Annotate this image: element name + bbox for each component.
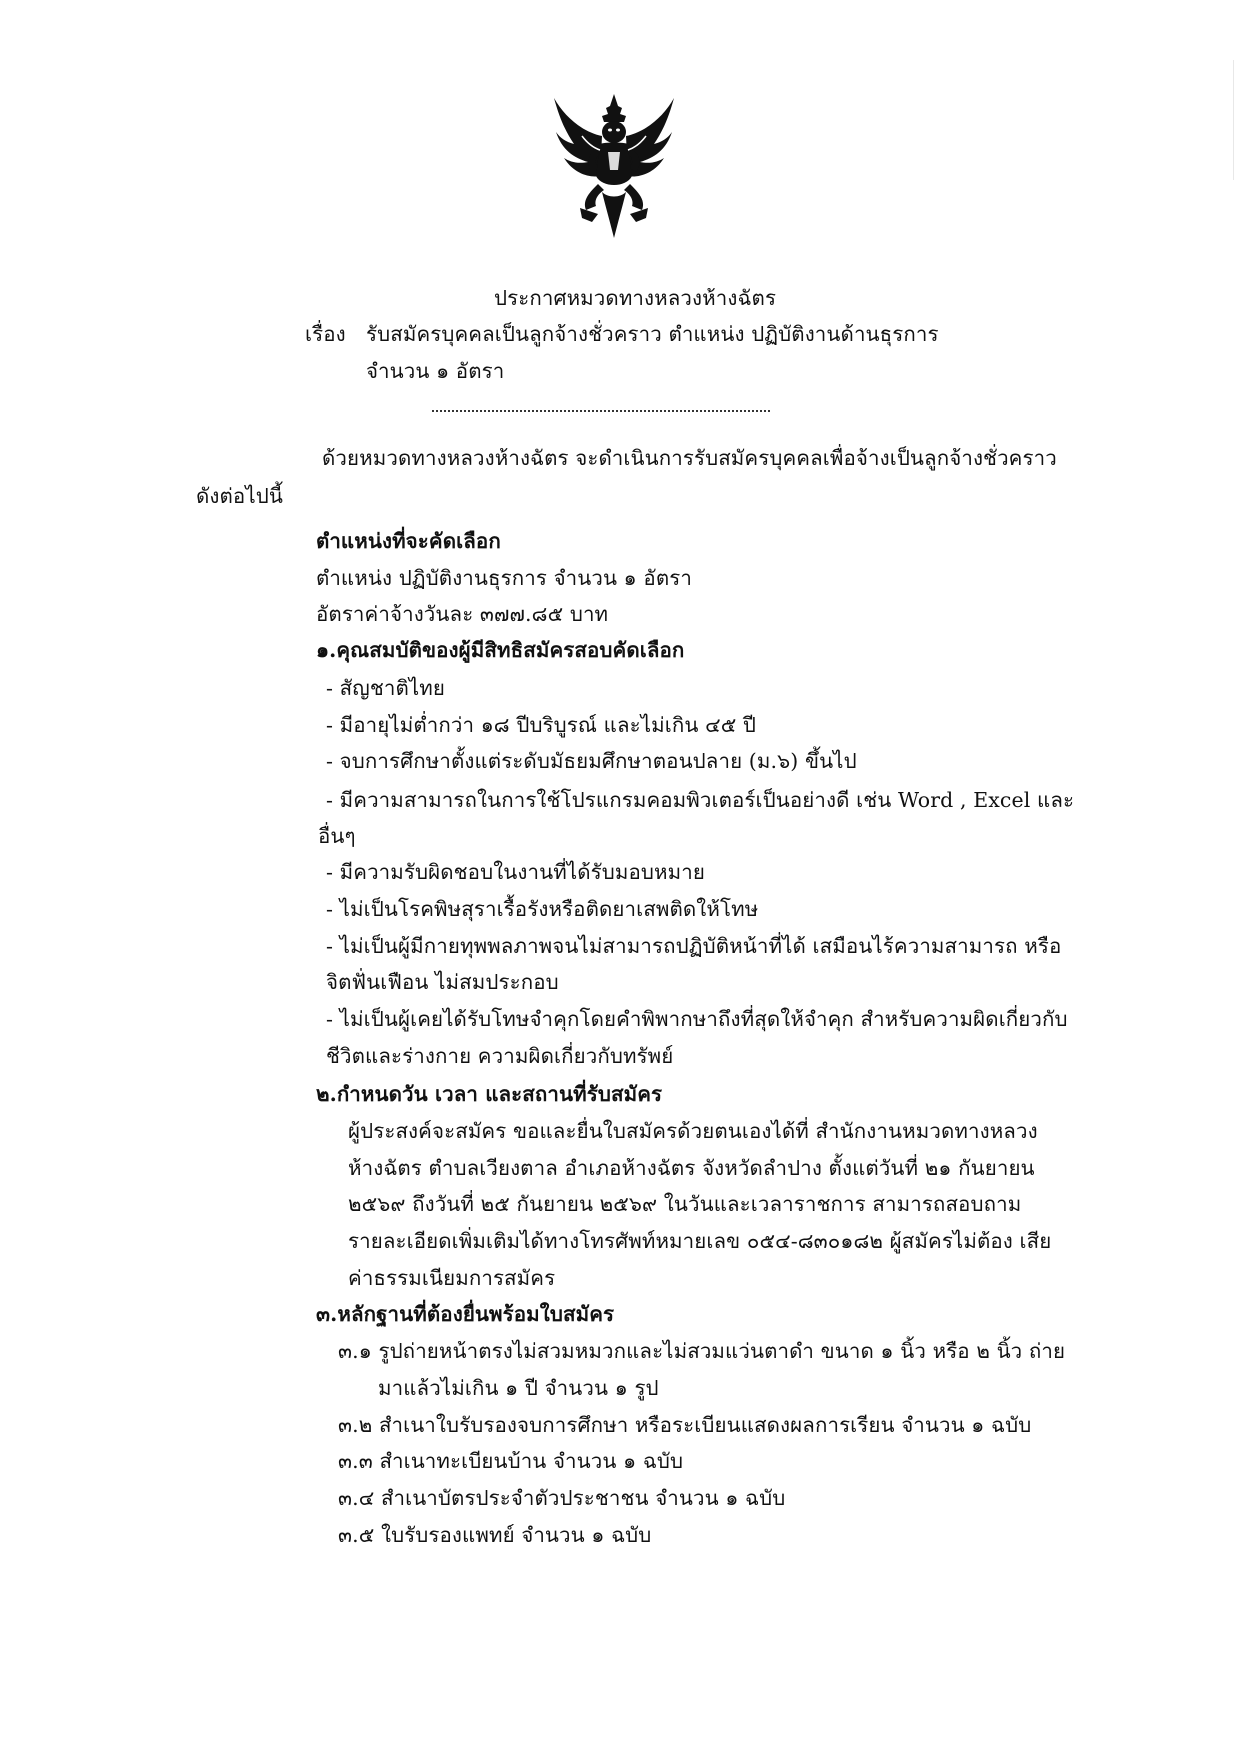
section-1-line: - ไม่เป็นผู้มีกายทุพพลภาพจนไม่สามารถปฏิบัติหน้าที่ได้ เสมือนไร้ความสามารถ หรือ <box>326 934 1062 958</box>
section-1-line: - ไม่เป็นผู้เคยได้รับโทษจำคุกโดยคำพิพากษาถึงที่สุดให้จำคุก สำหรับความผิดเกี่ยวกับ <box>326 1007 1068 1031</box>
section-2-line: ห้างฉัตร ตำบลเวียงตาล อำเภอห้างฉัตร จังหวัดลำปาง ตั้งแต่วันที่ ๒๑ กันยายน <box>348 1156 1035 1180</box>
section-1-line: อื่นๆ <box>318 824 356 848</box>
position-line-1: ตำแหน่ง ปฏิบัติงานธุรการ จำนวน ๑ อัตรา <box>316 566 692 590</box>
section-2-line: ค่าธรรมเนียมการสมัคร <box>348 1266 556 1290</box>
section-3-line: มาแล้วไม่เกิน ๑ ปี จำนวน ๑ รูป <box>378 1376 659 1400</box>
section-3-line: ๓.๕ ใบรับรองแพทย์ จำนวน ๑ ฉบับ <box>338 1523 652 1547</box>
page-edge-shadow <box>1233 60 1234 180</box>
section-3-line: ๓.๓ สำเนาทะเบียนบ้าน จำนวน ๑ ฉบับ <box>338 1449 684 1473</box>
position-heading: ตำแหน่งที่จะคัดเลือก <box>316 529 501 553</box>
garuda-emblem-icon <box>552 92 676 242</box>
section-1-heading: ๑.คุณสมบัติของผู้มีสิทธิสมัครสอบคัดเลือก <box>316 638 685 662</box>
intro-line-1: ด้วยหมวดทางหลวงห้างฉัตร จะดำเนินการรับสมัครบุคคลเพื่อจ้างเป็นลูกจ้างชั่วคราว <box>322 446 1057 470</box>
section-1-line: - ไม่เป็นโรคพิษสุราเรื้อรังหรือติดยาเสพติดให้โทษ <box>326 897 759 921</box>
section-1-line: - มีความรับผิดชอบในงานที่ได้รับมอบหมาย <box>326 860 705 884</box>
separator-dotted-line <box>432 410 770 412</box>
section-1-line: - มีอายุไม่ต่ำกว่า ๑๘ ปีบริบูรณ์ และไม่เกิน ๔๕ ปี <box>326 713 757 737</box>
section-1-line: จิตฟั่นเฟือน ไม่สมประกอบ <box>326 970 559 994</box>
section-3-line: ๓.๑ รูปถ่ายหน้าตรงไม่สวมหมวกและไม่สวมแว่นตาดำ ขนาด ๑ นิ้ว หรือ ๒ นิ้ว ถ่าย <box>338 1339 1066 1363</box>
section-1-line: - มีความสามารถในการใช้โปรแกรมคอมพิวเตอร์เป็นอย่างดี เช่น Word , Excel และ <box>326 788 1075 812</box>
subject-line-2: จำนวน ๑ อัตรา <box>366 359 505 383</box>
intro-line-2: ดังต่อไปนี้ <box>196 484 283 508</box>
section-1-line: ชีวิตและร่างกาย ความผิดเกี่ยวกับทรัพย์ <box>326 1044 674 1068</box>
subject-label: เรื่อง <box>305 322 346 346</box>
position-line-2: อัตราค่าจ้างวันละ ๓๗๗.๘๕ บาท <box>316 602 609 626</box>
section-3-line: ๓.๒ สำเนาใบรับรองจบการศึกษา หรือระเบียนแสดงผลการเรียน จำนวน ๑ ฉบับ <box>338 1413 1032 1437</box>
document-title: ประกาศหมวดทางหลวงห้างฉัตร <box>494 286 777 310</box>
subject-line-1: รับสมัครบุคคลเป็นลูกจ้างชั่วคราว ตำแหน่ง ปฏิบัติงานด้านธุรการ <box>366 322 939 346</box>
section-3-line: ๓.๔ สำเนาบัตรประจำตัวประชาชน จำนวน ๑ ฉบับ <box>338 1486 786 1510</box>
section-1-line: - สัญชาติไทย <box>326 676 445 700</box>
section-1-line: - จบการศึกษาตั้งแต่ระดับมัธยมศึกษาตอนปลาย (ม.๖) ขึ้นไป <box>326 749 857 773</box>
section-2-line: รายละเอียดเพิ่มเติมได้ทางโทรศัพท์หมายเลข ๐๕๔-๘๓๐๑๘๒ ผู้สมัครไม่ต้อง เสีย <box>348 1229 1052 1253</box>
section-2-line: ๒๕๖๙ ถึงวันที่ ๒๕ กันยายน ๒๕๖๙ ในวันและเวลาราชการ สามารถสอบถาม <box>348 1192 1022 1216</box>
section-2-line: ผู้ประสงค์จะสมัคร ขอและยื่นใบสมัครด้วยตนเองได้ที่ สำนักงานหมวดทางหลวง <box>348 1119 1038 1143</box>
section-2-heading: ๒.กำหนดวัน เวลา และสถานที่รับสมัคร <box>316 1082 663 1106</box>
section-3-heading: ๓.หลักฐานที่ต้องยื่นพร้อมใบสมัคร <box>316 1302 615 1326</box>
